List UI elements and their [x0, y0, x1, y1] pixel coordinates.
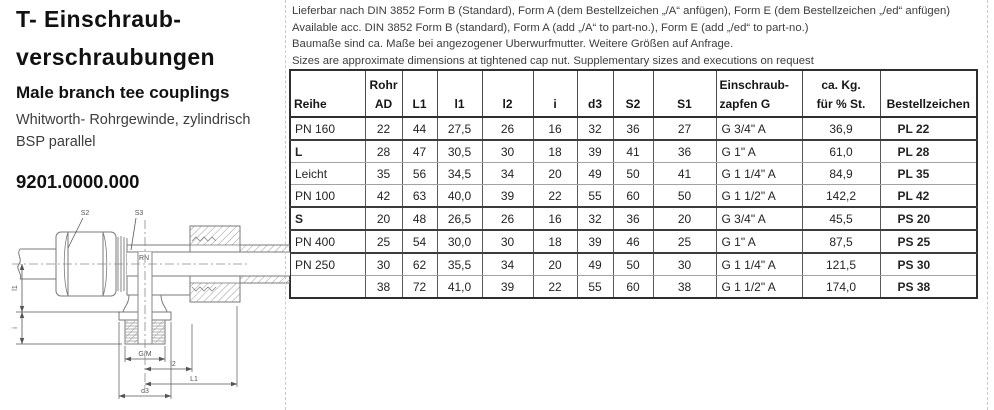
table-cell: 174,0	[802, 276, 880, 299]
table-row	[290, 185, 977, 208]
table-cell: G 3/4" A	[716, 117, 802, 140]
table-cell: 30,0	[437, 230, 482, 253]
table-cell: 18	[533, 140, 577, 163]
table-cell: 35,5	[437, 253, 482, 276]
thread-note-line1: Whitworth- Rohrgewinde, zylindrisch	[16, 112, 251, 128]
page-fold-line-left	[285, 0, 286, 410]
table-row	[290, 163, 977, 185]
table-cell: Leicht	[290, 163, 365, 185]
table-cell: PL 28	[880, 140, 977, 163]
table-row	[290, 253, 977, 276]
table-cell: 142,2	[802, 185, 880, 208]
table-cell: 34,5	[437, 163, 482, 185]
dimension-table	[289, 69, 978, 299]
col-S1: S1	[653, 70, 716, 117]
table-cell: PS 30	[880, 253, 977, 276]
note-line: Lieferbar nach DIN 3852 Form B (Standard), Form A (dem Bestellzeichen „/A“ anfügen), Form E (dem Bestellzeichen „/ed“ anfügen)	[292, 5, 951, 17]
label-dim-l2: l2	[170, 361, 176, 368]
note-line: Available acc. DIN 3852 Form B (standard), Form A (add „/A“ to part-no.), Form E (add „/ed“ to part-no.)	[292, 21, 809, 34]
table-cell: G 1 1/4" A	[716, 163, 802, 185]
label-s3: S3	[134, 210, 144, 217]
product-title-line1: T- Einschraub-	[16, 6, 182, 32]
table-cell	[290, 276, 365, 299]
table-cell: 36	[613, 207, 653, 230]
table-cell: 62	[402, 253, 437, 276]
table-cell: 18	[533, 230, 577, 253]
col-L1: L1	[402, 70, 437, 117]
col-d3: d3	[577, 70, 613, 117]
table-cell: G 3/4" A	[716, 207, 802, 230]
table-cell: 41	[653, 163, 716, 185]
table-cell: 27	[653, 117, 716, 140]
label-s2: S2	[80, 210, 90, 217]
table-cell: 30	[482, 230, 533, 253]
table-cell: 36	[653, 140, 716, 163]
table-row	[290, 117, 977, 140]
table-cell: 121,5	[802, 253, 880, 276]
table-cell: 63	[402, 185, 437, 208]
table-cell: 30	[653, 253, 716, 276]
table-cell: 41,0	[437, 276, 482, 299]
table-cell: 54	[402, 230, 437, 253]
table-cell: 60	[613, 276, 653, 299]
table-cell: PN 100	[290, 185, 365, 208]
table-row	[290, 140, 977, 163]
col-S2: S2	[613, 70, 653, 117]
table-cell: 72	[402, 276, 437, 299]
dimension-table-container	[289, 69, 978, 299]
table-cell: 50	[613, 253, 653, 276]
table-cell: 30	[482, 140, 533, 163]
table-cell: 26	[482, 207, 533, 230]
table-cell: 50	[613, 163, 653, 185]
table-cell: 56	[402, 163, 437, 185]
table-cell: G 1" A	[716, 140, 802, 163]
table-cell: 39	[577, 230, 613, 253]
col-rohr-ad: Rohr AD	[365, 70, 402, 117]
table-cell: PN 250	[290, 253, 365, 276]
table-cell: 30	[365, 253, 402, 276]
part-number: 9201.0000.000	[16, 171, 140, 192]
col-l1: l1	[437, 70, 482, 117]
technical-drawing	[8, 200, 290, 406]
table-cell: 20	[653, 207, 716, 230]
table-cell: PL 35	[880, 163, 977, 185]
table-cell: 84,9	[802, 163, 880, 185]
table-cell: 55	[577, 185, 613, 208]
table-cell: 34	[482, 163, 533, 185]
table-cell: 46	[613, 230, 653, 253]
table-row	[290, 230, 977, 253]
table-cell: 61,0	[802, 140, 880, 163]
table-cell: 25	[365, 230, 402, 253]
table-cell: G 1 1/4" A	[716, 253, 802, 276]
bore-junction-label: RN	[138, 255, 150, 262]
thread-note-line2: BSP parallel	[16, 134, 96, 150]
table-cell: G 1 1/2" A	[716, 185, 802, 208]
col-zapfen-g: Einschraub- zapfen G	[716, 70, 802, 117]
product-subtitle: Male branch tee couplings	[16, 83, 230, 102]
table-cell: 25	[653, 230, 716, 253]
label-dim-L1: L1	[190, 376, 198, 383]
page-fold-line-right	[987, 0, 988, 410]
table-cell: 49	[577, 163, 613, 185]
col-i: i	[533, 70, 577, 117]
label-dim-i: i	[12, 327, 19, 329]
table-cell: 40,0	[437, 185, 482, 208]
table-cell: 39	[482, 185, 533, 208]
table-cell: 32	[577, 117, 613, 140]
table-cell: 22	[533, 185, 577, 208]
table-cell: PL 42	[880, 185, 977, 208]
table-cell: 20	[533, 163, 577, 185]
table-cell: 20	[533, 253, 577, 276]
col-l2: l2	[482, 70, 533, 117]
table-cell: L	[290, 140, 365, 163]
table-cell: PS 38	[880, 276, 977, 299]
table-cell: 48	[402, 207, 437, 230]
table-row	[290, 276, 977, 299]
table-cell: 60	[613, 185, 653, 208]
table-cell: 41	[613, 140, 653, 163]
col-kg: ca. Kg. für % St.	[802, 70, 880, 117]
table-cell: 49	[577, 253, 613, 276]
table-cell: G 1" A	[716, 230, 802, 253]
col-reihe: Reihe	[290, 70, 365, 117]
label-dim-gm: G/M	[138, 351, 152, 358]
table-cell: 38	[365, 276, 402, 299]
table-cell: 35	[365, 163, 402, 185]
table-cell: 47	[402, 140, 437, 163]
table-cell: S	[290, 207, 365, 230]
table-cell: G 1 1/2" A	[716, 276, 802, 299]
table-cell: 22	[365, 117, 402, 140]
table-cell: 20	[365, 207, 402, 230]
table-row	[290, 207, 977, 230]
table-cell: PL 22	[880, 117, 977, 140]
table-cell: 26	[482, 117, 533, 140]
table-cell: 42	[365, 185, 402, 208]
table-cell: 39	[577, 140, 613, 163]
table-cell: 22	[533, 276, 577, 299]
label-dim-d3: d3	[141, 388, 149, 395]
table-cell: 45,5	[802, 207, 880, 230]
table-cell: 39	[482, 276, 533, 299]
col-bestellzeichen: Bestellzeichen	[880, 70, 977, 117]
table-cell: 36	[613, 117, 653, 140]
availability-notes	[292, 3, 987, 69]
table-cell: 44	[402, 117, 437, 140]
table-cell: 87,5	[802, 230, 880, 253]
table-cell: 32	[577, 207, 613, 230]
note-line: Sizes are approximate dimensions at tightened cap nut. Supplementary sizes and executions on request	[292, 54, 814, 67]
table-cell: 16	[533, 207, 577, 230]
table-cell: 55	[577, 276, 613, 299]
table-cell: 50	[653, 185, 716, 208]
extension-lines-left	[16, 312, 122, 344]
table-header-row	[290, 70, 977, 117]
table-cell: PN 160	[290, 117, 365, 140]
table-cell: PS 25	[880, 230, 977, 253]
table-cell: 34	[482, 253, 533, 276]
label-dim-l1: l1	[12, 285, 19, 291]
table-cell: PS 20	[880, 207, 977, 230]
note-line: Baumaße sind ca. Maße bei angezogener Uberwurfmutter. Weitere Größen auf Anfrage.	[292, 38, 734, 50]
table-cell: 27,5	[437, 117, 482, 140]
table-cell: 28	[365, 140, 402, 163]
table-cell: 30,5	[437, 140, 482, 163]
product-title-line2: verschraubungen	[16, 44, 215, 70]
table-cell: 16	[533, 117, 577, 140]
table-cell: 36,9	[802, 117, 880, 140]
table-cell: 38	[653, 276, 716, 299]
table-cell: 26,5	[437, 207, 482, 230]
table-cell: PN 400	[290, 230, 365, 253]
